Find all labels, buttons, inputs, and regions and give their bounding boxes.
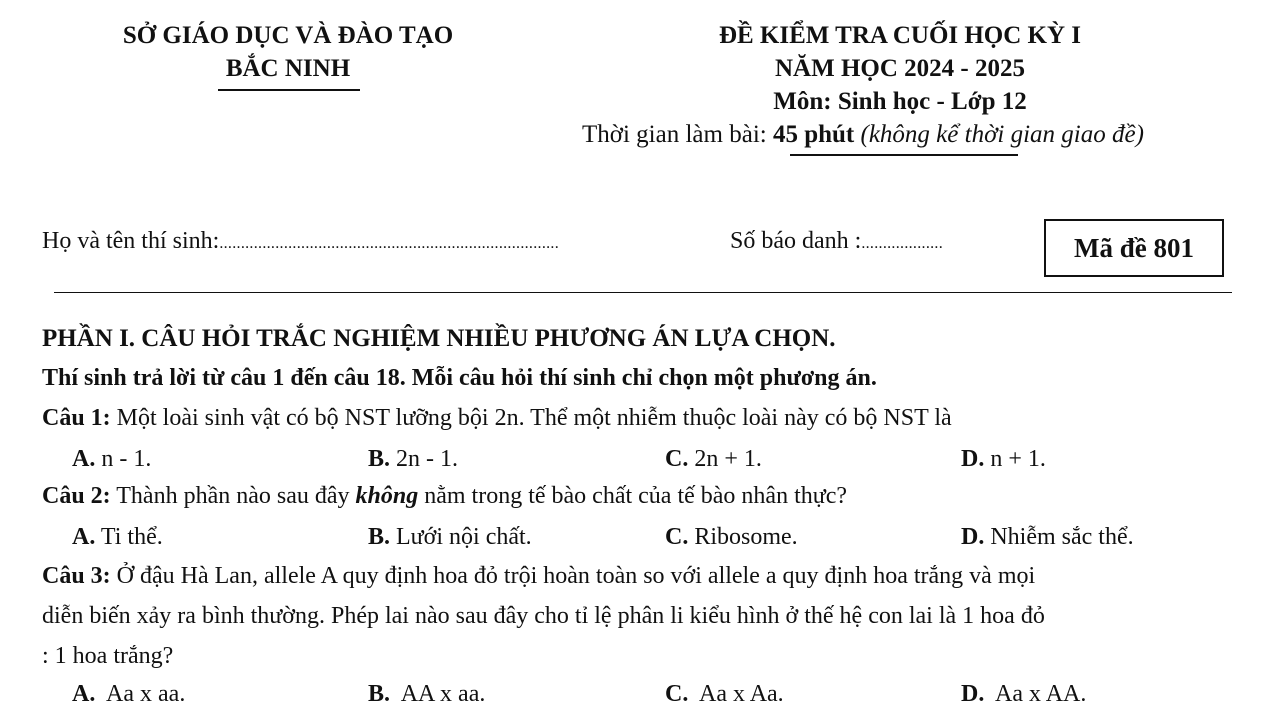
- question-1: [42, 405, 952, 432]
- student-id-field: [730, 228, 943, 255]
- department-name: SỞ GIÁO DỤC VÀ ĐÀO TẠO: [122, 22, 454, 49]
- school-year: NĂM HỌC 2024 - 2025: [775, 55, 1025, 82]
- option-a: A. Aa x aa.: [72, 681, 186, 707]
- question-label: Câu 2:: [42, 483, 111, 509]
- question-text-line3: : 1 hoa trắng?: [42, 643, 174, 669]
- option-a: A. Ti thể.: [72, 524, 163, 550]
- time-prefix: Thời gian làm bài:: [582, 121, 767, 148]
- student-id-dots: ...................: [861, 235, 944, 252]
- option-d: D. Nhiễm sắc thể.: [961, 524, 1134, 550]
- question-text-rest: nằm trong tế bào chất của tế bào nhân thực?: [424, 483, 848, 509]
- exam-code-box: Mã đề 801: [1044, 219, 1224, 277]
- option-a: A. n - 1.: [72, 446, 152, 472]
- time-value: 45 phút: [772, 121, 855, 148]
- time-note: (không kể thời gian giao đề): [860, 121, 1144, 148]
- option-d: D. n + 1.: [961, 446, 1046, 472]
- province-name: BẮC NINH: [225, 55, 351, 82]
- question-label: Câu 3:: [42, 563, 111, 589]
- question-text-line2: diễn biến xảy ra bình thường. Phép lai nào sau đây cho tỉ lệ phân li kiểu hình ở thế hệ con lai là 1 hoa đỏ: [42, 603, 1045, 629]
- question-text: Thành phần nào sau đây: [116, 483, 350, 509]
- question-label: Câu 1:: [42, 405, 111, 431]
- option-c: C. Ribosome.: [665, 524, 798, 550]
- section-title: PHẦN I. CÂU HỎI TRẮC NGHIỆM NHIỀU PHƯƠNG ÁN LỰA CHỌN.: [42, 325, 836, 352]
- option-d: D. Aa x AA.: [961, 681, 1087, 707]
- option-b: B. 2n - 1.: [368, 446, 459, 472]
- option-b: B. Lưới nội chất.: [368, 524, 532, 550]
- exam-title: ĐỀ KIỂM TRA CUỐI HỌC KỲ I: [718, 22, 1082, 49]
- student-name-dots: ...............................................................................: [219, 235, 560, 252]
- option-b: B. AA x aa.: [368, 681, 486, 707]
- province-underline: [218, 89, 360, 91]
- subject-line: Môn: Sinh học - Lớp 12: [773, 88, 1027, 115]
- question-text-line1: Ở đậu Hà Lan, allele A quy định hoa đỏ trội hoàn toàn so với allele a quy định hoa trắng và mọi: [116, 563, 1036, 589]
- time-line: [582, 121, 1144, 149]
- question-emphasis: không: [355, 483, 419, 509]
- header-divider: [54, 292, 1232, 293]
- question-3: [42, 563, 1035, 590]
- time-underline: [790, 154, 1018, 156]
- student-name-label: Họ và tên thí sinh:: [42, 228, 220, 254]
- question-2: [42, 483, 847, 510]
- option-c: C. 2n + 1.: [665, 446, 762, 472]
- student-name-field: [42, 228, 559, 255]
- section-instruction: Thí sinh trả lời từ câu 1 đến câu 18. Mỗi câu hỏi thí sinh chỉ chọn một phương án.: [42, 365, 877, 391]
- student-id-label: Số báo danh :: [730, 228, 862, 254]
- question-text: Một loài sinh vật có bộ NST lưỡng bội 2n. Thể một nhiễm thuộc loài này có bộ NST là: [116, 405, 952, 431]
- option-c: C. Aa x Aa.: [665, 681, 784, 707]
